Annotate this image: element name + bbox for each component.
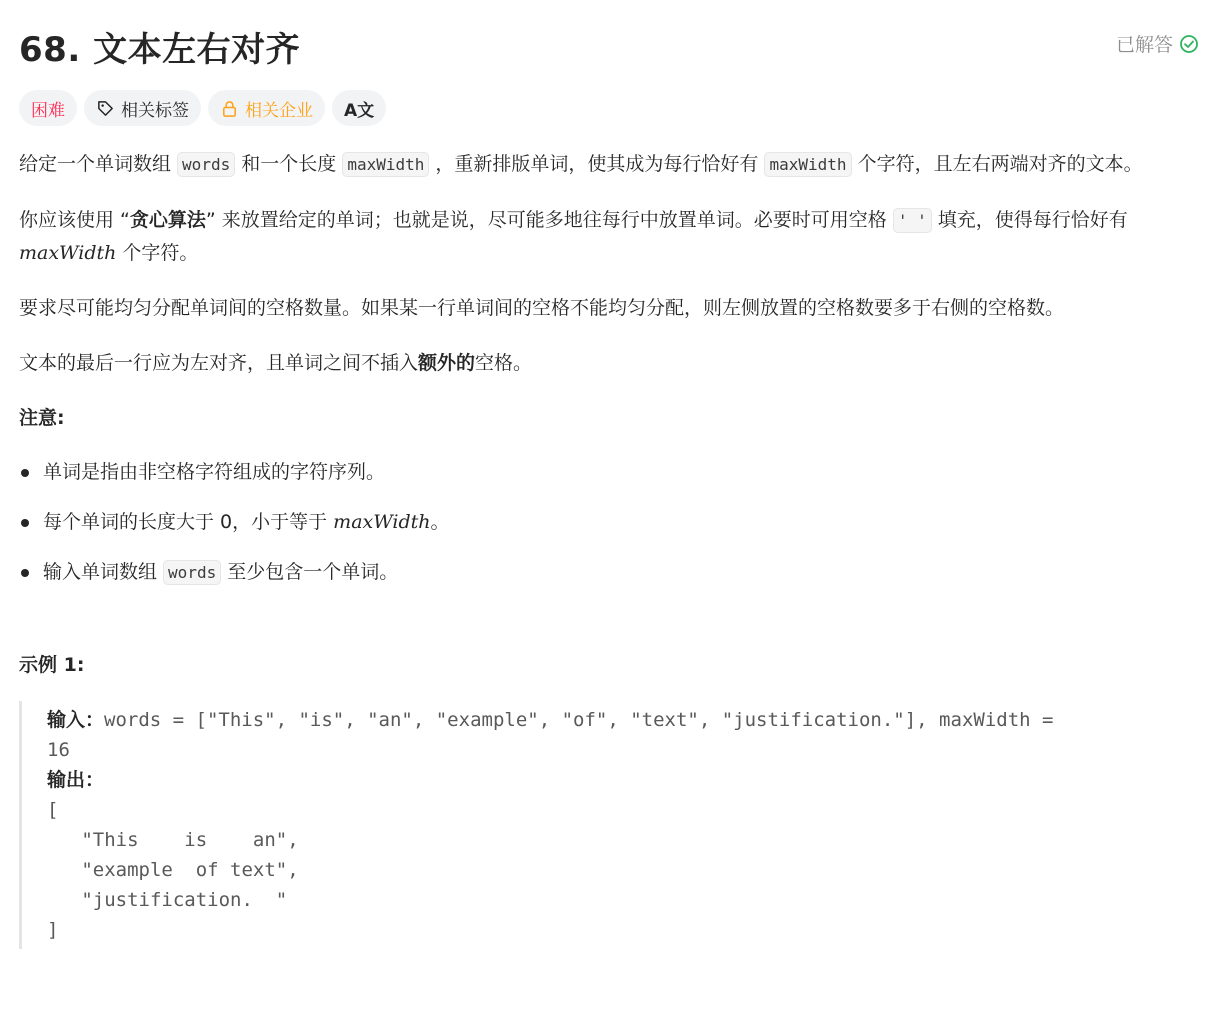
example-1-heading: 示例 1: — [19, 654, 85, 676]
input-value: words = ["This", "is", "an", "example", "of", "text", "justification."], maxWidth = 16 — [47, 709, 1054, 761]
inline-code: ' ' — [893, 208, 932, 233]
tag-icon — [96, 99, 115, 118]
solved-status — [1116, 30, 1199, 57]
inline-code: words — [177, 152, 235, 177]
example-1-block — [19, 701, 1195, 949]
notes-heading: 注意: — [19, 407, 65, 429]
inline-code: maxWidth — [342, 152, 429, 177]
related-tags-label: 相关标签 — [121, 100, 189, 121]
difficulty-badge — [19, 90, 77, 126]
list-item: 每个单词的长度大于 0，小于等于 maxWidth。 — [19, 506, 1195, 538]
inline-code: maxWidth — [764, 152, 851, 177]
problem-title[interactable]: 68. 文本左右对齐 — [19, 30, 301, 70]
difficulty-label: 困难 — [31, 100, 65, 121]
description-paragraph-1: 给定一个单词数组 words 和一个长度 maxWidth ，重新排版单词，使其成为每行恰好有 maxWidth 个字符，且左右两端对齐的文本。 — [19, 153, 1143, 175]
list-item: 输入单词数组 words 至少包含一个单词。 — [19, 556, 1195, 589]
output-label: 输出： — [47, 769, 105, 791]
inline-code: words — [163, 560, 221, 585]
translate-icon: A文 — [344, 100, 375, 121]
output-value: [ "This is an", "example of text", "justification. " ] — [47, 799, 299, 941]
tag-bar — [19, 90, 386, 126]
solved-label: 已解答 — [1115, 34, 1173, 56]
description-paragraph-3: 要求尽可能均匀分配单词间的空格数量。如果某一行单词间的空格不能均匀分配，则左侧放置的空格数要多于右侧的空格数。 — [19, 297, 1065, 319]
lock-icon — [220, 99, 239, 118]
list-item: 单词是指由非空格字符组成的字符序列。 — [19, 456, 1195, 488]
notes-list — [19, 456, 1195, 589]
translate-button[interactable] — [332, 90, 386, 126]
related-companies-button[interactable] — [208, 90, 325, 126]
problem-description — [19, 148, 1195, 949]
check-circle-icon — [1179, 34, 1199, 54]
description-paragraph-2: 你应该使用 “贪心算法” 来放置给定的单词；也就是说，尽可能多地往每行中放置单词。必要时可用空格 ' ' 填充，使得每行恰好有 maxWidth 个字符。 — [19, 209, 1128, 264]
description-paragraph-4: 文本的最后一行应为左对齐，且单词之间不插入额外的空格。 — [19, 352, 533, 374]
input-label: 输入： — [47, 709, 105, 731]
title-row — [19, 18, 1199, 70]
related-companies-label: 相关企业 — [245, 100, 313, 121]
related-tags-button[interactable] — [84, 90, 201, 126]
